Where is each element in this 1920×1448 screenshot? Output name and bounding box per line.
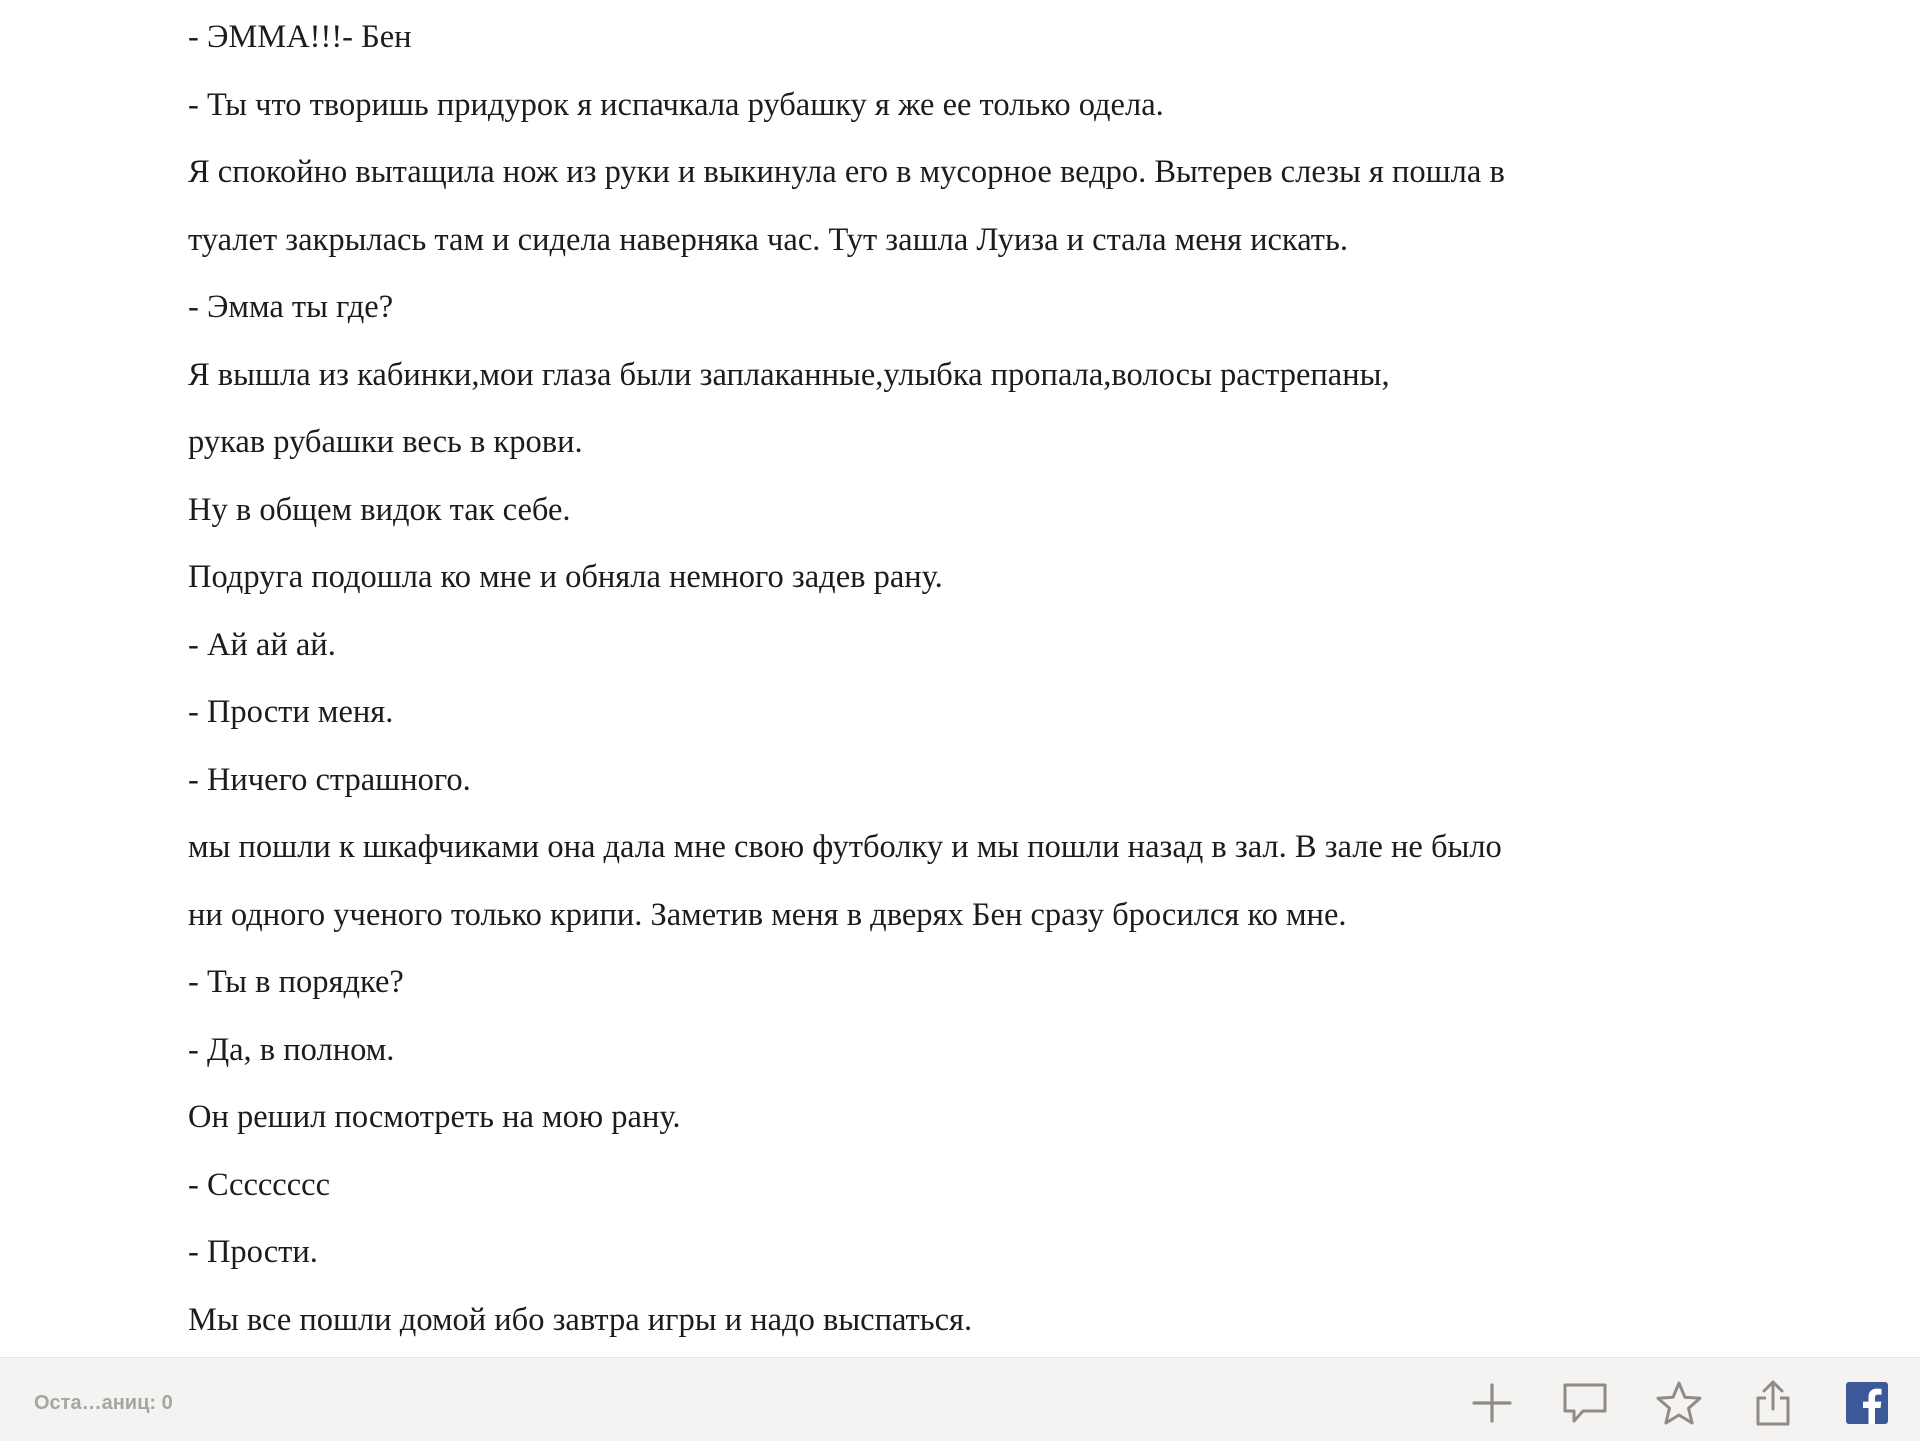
pages-left-label: Оста…аниц: 0: [34, 1392, 173, 1414]
text-line: - Ничего страшного.: [188, 761, 471, 798]
text-line: - ЭММА!!!- Бен: [188, 19, 412, 55]
facebook-button[interactable]: [1842, 1378, 1892, 1428]
text-line: - Прости меня.: [188, 694, 394, 730]
text-line: - Прости.: [188, 1234, 318, 1270]
share-button[interactable]: [1748, 1378, 1798, 1428]
text-line: туалет закрылась там и сидела наверняка час. Тут зашла Луиза и стала меня искать.: [188, 221, 1348, 258]
text-line: - Ты в порядке?: [188, 964, 404, 1000]
comment-icon: [1561, 1381, 1609, 1425]
add-button[interactable]: [1467, 1378, 1517, 1428]
facebook-icon: [1845, 1381, 1889, 1425]
text-line: Подруга подошла ко мне и обняла немного задев рану.: [188, 559, 943, 595]
text-line: Я вышла из кабинки,мои глаза были заплаканные,улыбка пропала,волосы растрепаны,: [188, 356, 1390, 393]
text-line: Ну в общем видок так себе.: [188, 491, 571, 528]
favorite-button[interactable]: [1654, 1378, 1704, 1428]
bottom-toolbar: [0, 1357, 1920, 1441]
text-line: Мы все пошли домой ибо завтра игры и надо выспаться.: [188, 1301, 973, 1338]
text-line: Он решил посмотреть на мою рану.: [188, 1099, 681, 1135]
comment-button[interactable]: [1560, 1378, 1610, 1428]
text-line: - Ай ай ай.: [188, 626, 336, 663]
story-text: [188, 4, 1748, 1354]
share-icon: [1753, 1379, 1793, 1427]
text-line: - Сссссссс: [188, 1166, 330, 1203]
plus-icon: [1471, 1382, 1513, 1424]
text-line: - Эмма ты где?: [188, 289, 394, 325]
text-line: - Ты что творишь придурок я испачкала рубашку я же ее только одела.: [188, 86, 1164, 123]
text-line: рукав рубашки весь в крови.: [188, 424, 583, 460]
star-icon: [1655, 1380, 1703, 1426]
text-line: ни одного ученого только крипи. Заметив меня в дверях Бен сразу бросился ко мне.: [188, 896, 1347, 933]
text-line: Я спокойно вытащила нож из руки и выкинула его в мусорное ведро. Вытерев слезы я пошла в: [188, 154, 1505, 190]
text-line: - Да, в полном.: [188, 1031, 395, 1068]
text-line: мы пошли к шкафчиками она дала мне свою футболку и мы пошли назад в зал. В зале не было: [188, 829, 1502, 865]
